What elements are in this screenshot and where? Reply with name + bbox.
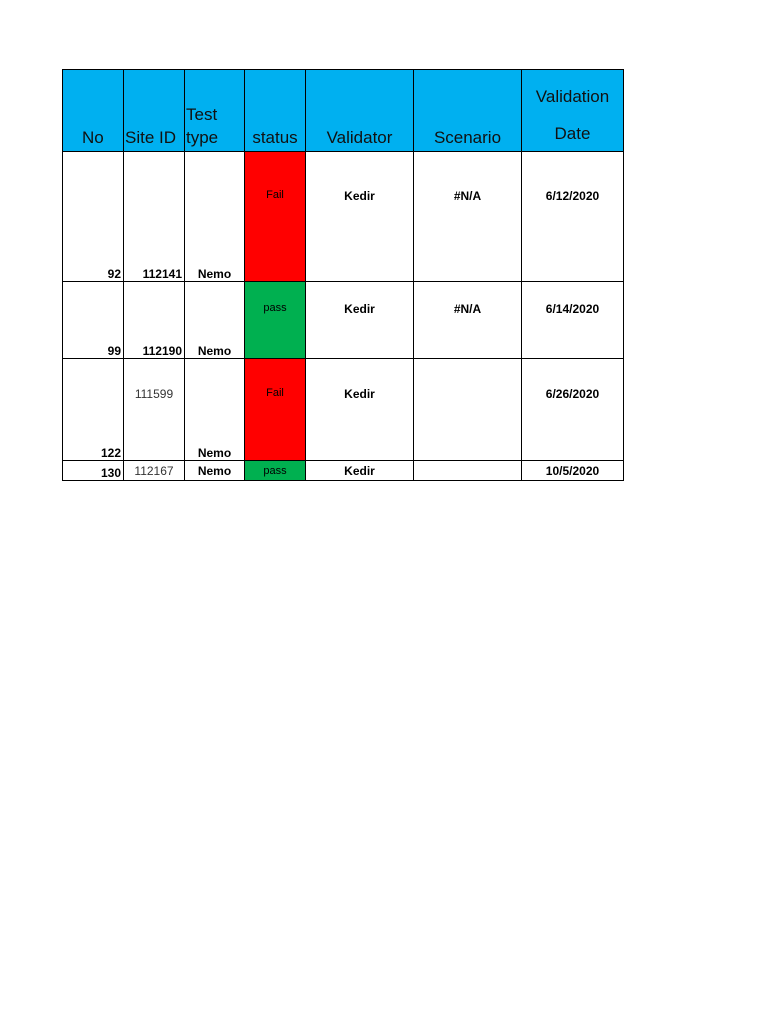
- header-site-id: Site ID: [124, 70, 185, 152]
- cell-site-id: 112141: [124, 152, 185, 282]
- status-label: pass: [263, 302, 287, 314]
- cell-site-id: 111599: [124, 359, 185, 461]
- cell-test-type: Nemo: [185, 152, 245, 282]
- cell-scenario: #N/A: [414, 152, 522, 282]
- header-test-type: Test type: [185, 70, 245, 152]
- validation-table: [62, 69, 624, 481]
- cell-status: [245, 152, 306, 282]
- cell-no: 99: [63, 282, 124, 359]
- cell-test-type: Nemo: [185, 461, 245, 481]
- header-scenario: Scenario: [414, 70, 522, 152]
- table-row: [63, 282, 624, 359]
- cell-status: [245, 282, 306, 359]
- cell-status: [245, 359, 306, 461]
- cell-test-type: Nemo: [185, 282, 245, 359]
- cell-validator: Kedir: [306, 461, 414, 481]
- cell-no: 122: [63, 359, 124, 461]
- cell-date: 6/14/2020: [522, 282, 624, 359]
- header-validator: Validator: [306, 70, 414, 152]
- table-row: [63, 359, 624, 461]
- cell-date: 6/12/2020: [522, 152, 624, 282]
- cell-no: 130: [63, 461, 124, 481]
- cell-no: 92: [63, 152, 124, 282]
- table-row: [63, 152, 624, 282]
- cell-scenario: [414, 461, 522, 481]
- header-validation-date: Validation Date: [522, 70, 624, 152]
- cell-date: 6/26/2020: [522, 359, 624, 461]
- cell-scenario: [414, 359, 522, 461]
- cell-validator: Kedir: [306, 359, 414, 461]
- status-label: Fail: [266, 387, 284, 399]
- cell-site-id: 112167: [124, 461, 185, 481]
- header-row: [63, 70, 624, 152]
- header-no: No: [63, 70, 124, 152]
- status-label: Fail: [266, 189, 284, 201]
- cell-test-type: Nemo: [185, 359, 245, 461]
- cell-scenario: #N/A: [414, 282, 522, 359]
- cell-site-id: 112190: [124, 282, 185, 359]
- header-status: status: [245, 70, 306, 152]
- cell-status: [245, 461, 306, 481]
- cell-validator: Kedir: [306, 282, 414, 359]
- cell-validator: Kedir: [306, 152, 414, 282]
- status-label: pass: [263, 464, 287, 477]
- cell-date: 10/5/2020: [522, 461, 624, 481]
- table-row: [63, 461, 624, 481]
